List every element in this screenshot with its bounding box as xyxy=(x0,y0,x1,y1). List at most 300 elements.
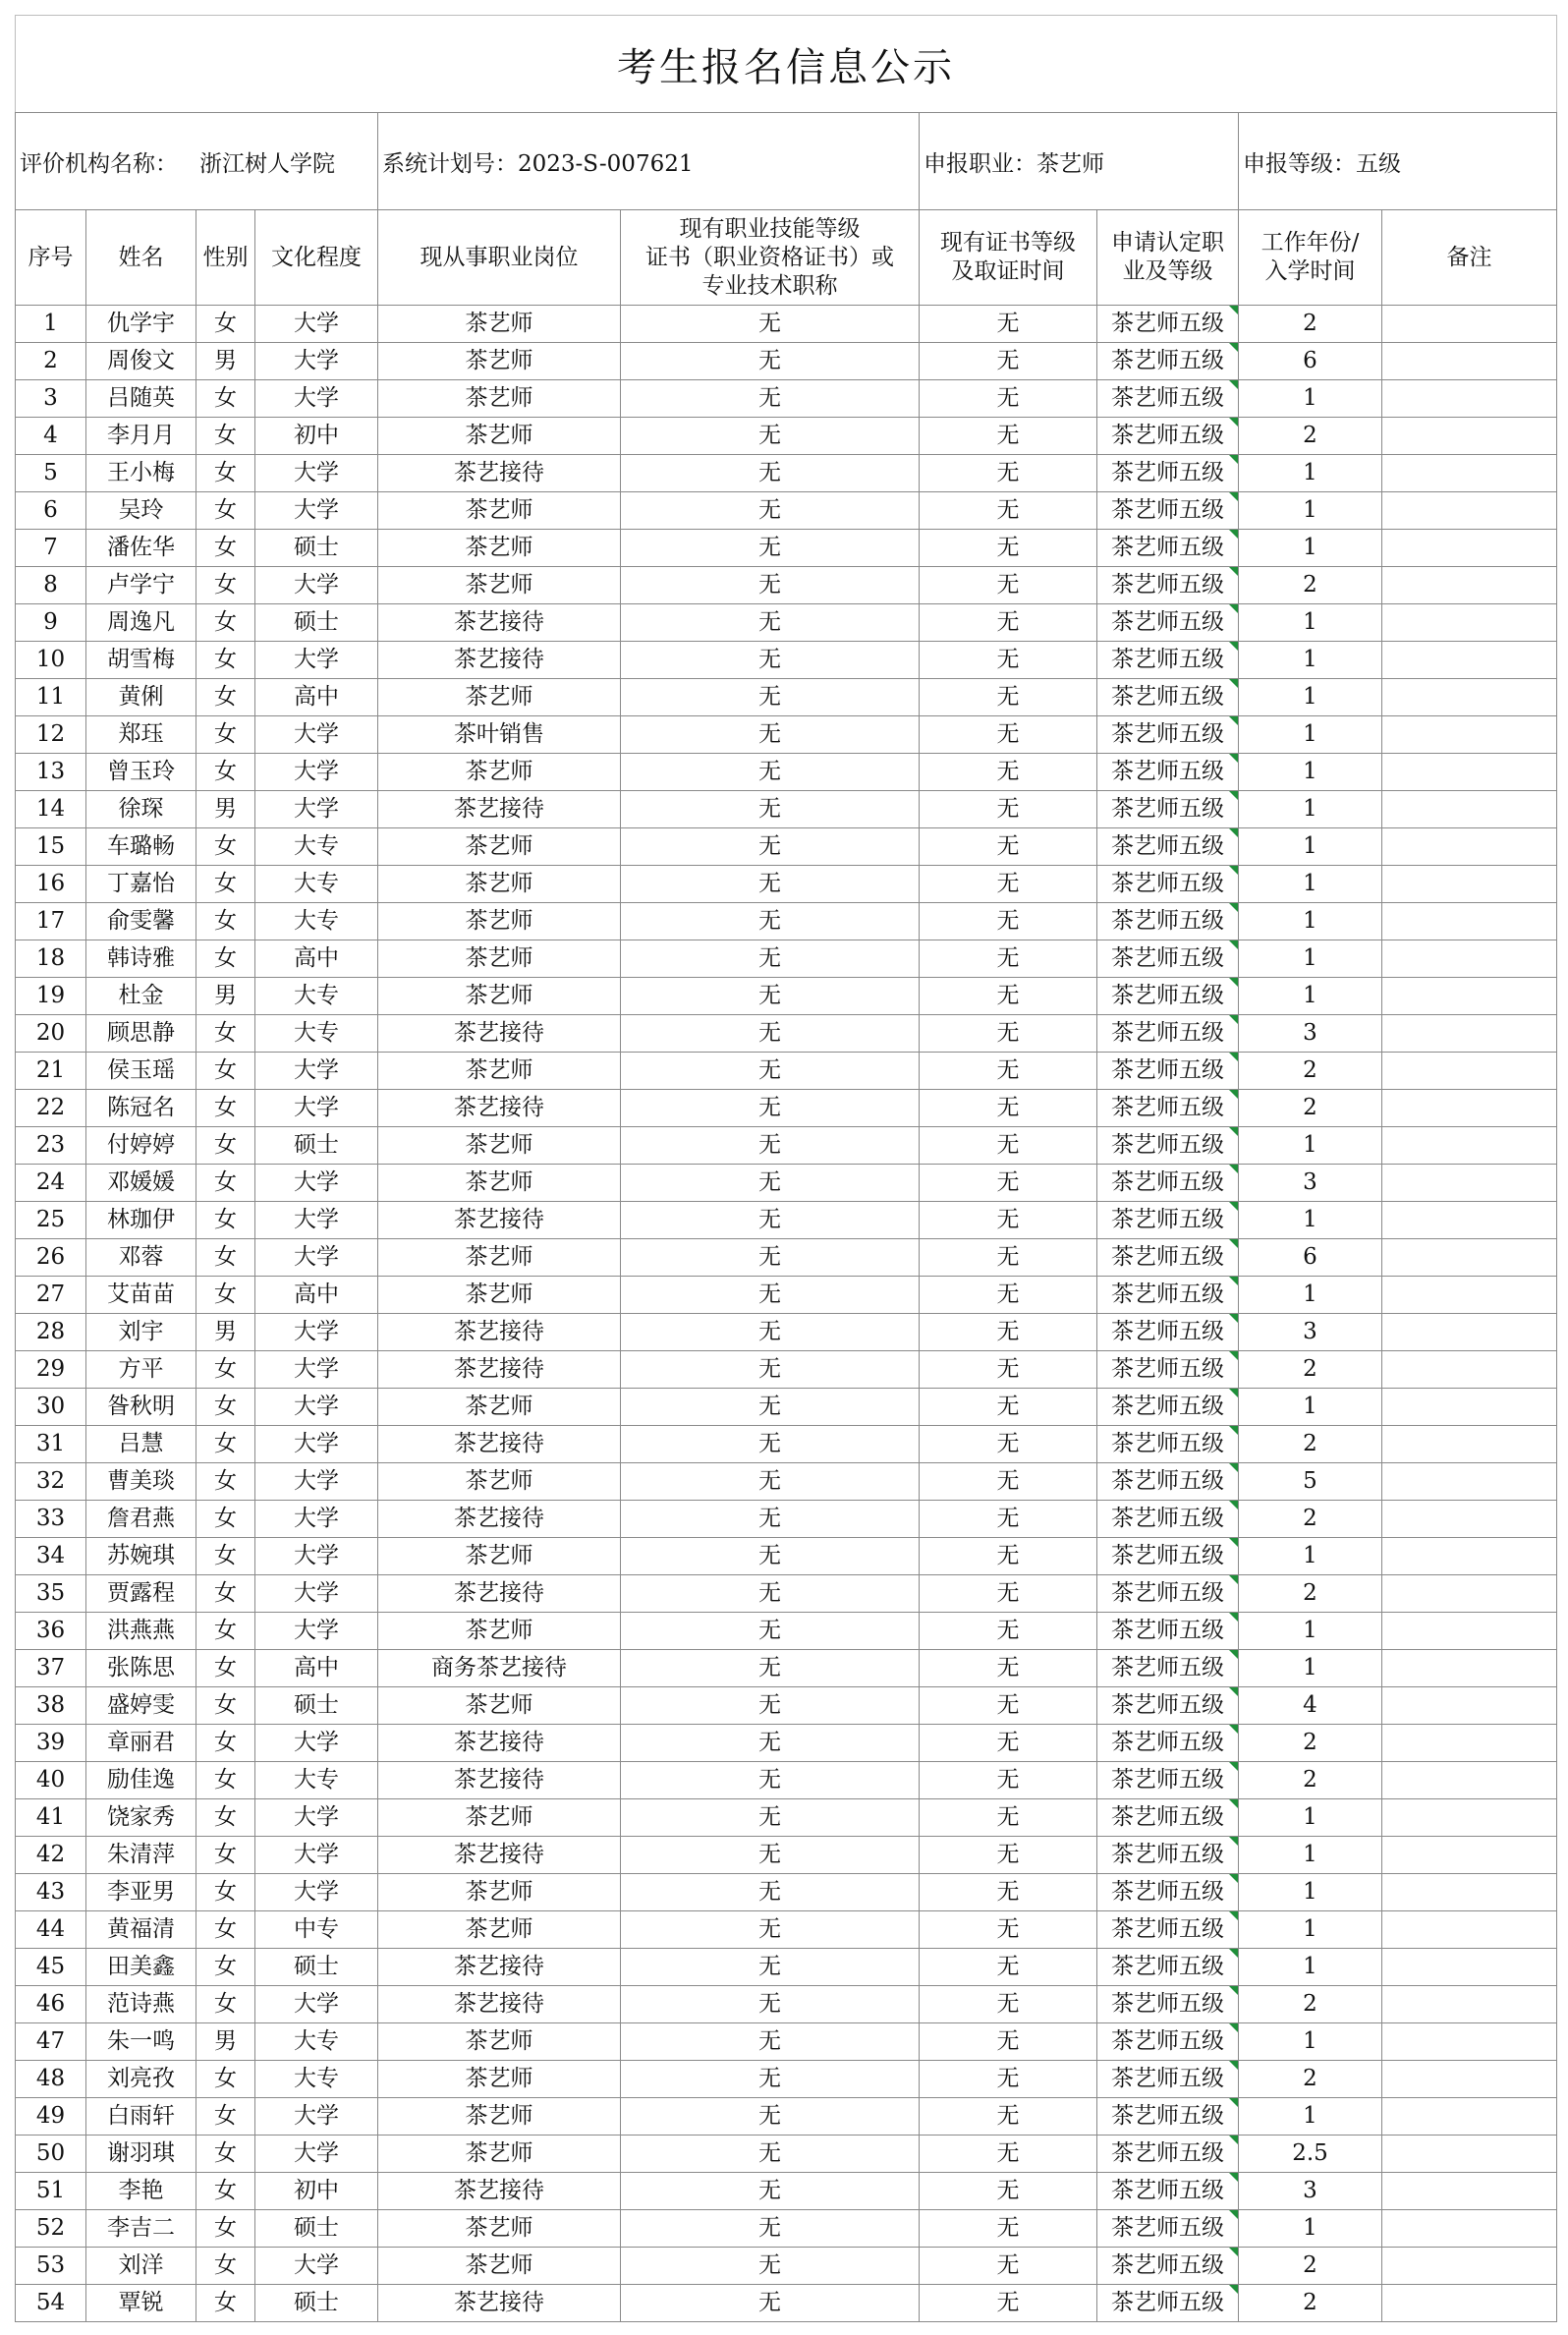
cell-years: 1 xyxy=(1239,716,1382,754)
cell-post: 茶艺师 xyxy=(378,978,621,1015)
cell-remark xyxy=(1382,1799,1557,1837)
cell-post: 茶艺师 xyxy=(378,1463,621,1501)
job-value: 茶艺师 xyxy=(1036,150,1104,177)
cell-name: 刘宇 xyxy=(86,1314,196,1351)
cell-remark xyxy=(1382,978,1557,1015)
cell-level: 茶艺师五级 xyxy=(1097,604,1239,642)
cell-years: 1 xyxy=(1239,1613,1382,1650)
cell-education: 大学 xyxy=(255,716,378,754)
cell-name: 李亚男 xyxy=(86,1874,196,1911)
job-label: 申报职业： xyxy=(924,150,1036,177)
table-row xyxy=(16,642,1557,679)
cell-level: 茶艺师五级 xyxy=(1097,1650,1239,1687)
cell-cert-time: 无 xyxy=(920,1538,1097,1575)
cell-years: 2 xyxy=(1239,2248,1382,2285)
cell-years: 1 xyxy=(1239,455,1382,492)
cell-post: 茶艺接待 xyxy=(378,1501,621,1538)
cell-remark xyxy=(1382,1874,1557,1911)
cell-gender: 女 xyxy=(196,903,255,940)
cell-level: 茶艺师五级 xyxy=(1097,1015,1239,1053)
cell-name: 车璐畅 xyxy=(86,828,196,866)
cell-years: 3 xyxy=(1239,1015,1382,1053)
cell-remark xyxy=(1382,2098,1557,2136)
header-seq: 序号 xyxy=(16,210,86,306)
cell-post: 茶艺接待 xyxy=(378,1202,621,1239)
cell-name: 韩诗雅 xyxy=(86,940,196,978)
header-row xyxy=(16,210,1557,306)
cell-cert: 无 xyxy=(621,1501,920,1538)
table-row xyxy=(16,828,1557,866)
cell-remark xyxy=(1382,530,1557,567)
cell-cert-time: 无 xyxy=(920,1015,1097,1053)
cell-education: 大学 xyxy=(255,1426,378,1463)
cell-seq: 43 xyxy=(16,1874,86,1911)
cell-level: 茶艺师五级 xyxy=(1097,791,1239,828)
cell-education: 硕士 xyxy=(255,1949,378,1986)
cell-education: 大学 xyxy=(255,567,378,604)
cell-name: 白雨轩 xyxy=(86,2098,196,2136)
cell-name: 刘洋 xyxy=(86,2248,196,2285)
cell-years: 2 xyxy=(1239,1351,1382,1389)
cell-remark xyxy=(1382,492,1557,530)
cell-seq: 35 xyxy=(16,1575,86,1613)
cell-level: 茶艺师五级 xyxy=(1097,1277,1239,1314)
cell-years: 1 xyxy=(1239,1277,1382,1314)
cell-seq: 6 xyxy=(16,492,86,530)
cell-cert: 无 xyxy=(621,530,920,567)
cell-seq: 23 xyxy=(16,1127,86,1165)
cell-education: 大专 xyxy=(255,903,378,940)
table-row xyxy=(16,791,1557,828)
cell-level: 茶艺师五级 xyxy=(1097,567,1239,604)
table-row xyxy=(16,1538,1557,1575)
table-row xyxy=(16,567,1557,604)
cell-years: 2 xyxy=(1239,2285,1382,2322)
cell-post: 茶艺师 xyxy=(378,1613,621,1650)
cell-cert: 无 xyxy=(621,1314,920,1351)
cell-level: 茶艺师五级 xyxy=(1097,1090,1239,1127)
cell-level: 茶艺师五级 xyxy=(1097,380,1239,418)
page-title: 考生报名信息公示 xyxy=(16,16,1557,113)
cell-remark xyxy=(1382,866,1557,903)
cell-cert-time: 无 xyxy=(920,2023,1097,2061)
cell-gender: 女 xyxy=(196,1053,255,1090)
table-row xyxy=(16,1613,1557,1650)
cell-name: 邓蓉 xyxy=(86,1239,196,1277)
org-info xyxy=(16,113,378,210)
header-gender: 性别 xyxy=(196,210,255,306)
cell-post: 茶艺师 xyxy=(378,1911,621,1949)
cell-seq: 38 xyxy=(16,1687,86,1725)
cell-years: 1 xyxy=(1239,866,1382,903)
plan-value: 2023-S-007621 xyxy=(518,150,694,177)
cell-years: 2 xyxy=(1239,306,1382,343)
cell-post: 茶艺师 xyxy=(378,1687,621,1725)
cell-cert-time: 无 xyxy=(920,530,1097,567)
cell-cert: 无 xyxy=(621,1837,920,1874)
cell-seq: 30 xyxy=(16,1389,86,1426)
cell-cert: 无 xyxy=(621,1127,920,1165)
cell-gender: 女 xyxy=(196,1538,255,1575)
header-apply-line2: 业及等级 xyxy=(1122,258,1213,284)
cell-cert: 无 xyxy=(621,1165,920,1202)
cell-name: 朱一鸣 xyxy=(86,2023,196,2061)
cell-remark xyxy=(1382,1949,1557,1986)
cell-seq: 12 xyxy=(16,716,86,754)
cell-level: 茶艺师五级 xyxy=(1097,343,1239,380)
cell-cert: 无 xyxy=(621,791,920,828)
cell-name: 侯玉瑶 xyxy=(86,1053,196,1090)
cell-post: 茶艺师 xyxy=(378,492,621,530)
cell-cert: 无 xyxy=(621,1463,920,1501)
cell-cert-time: 无 xyxy=(920,903,1097,940)
cell-gender: 女 xyxy=(196,1911,255,1949)
table-row xyxy=(16,1090,1557,1127)
cell-gender: 女 xyxy=(196,2098,255,2136)
cell-cert-time: 无 xyxy=(920,1725,1097,1762)
table-row xyxy=(16,1202,1557,1239)
cell-years: 1 xyxy=(1239,2210,1382,2248)
cell-education: 高中 xyxy=(255,1650,378,1687)
header-apply-line1: 申请认定职 xyxy=(1111,230,1224,256)
cell-seq: 48 xyxy=(16,2061,86,2098)
header-years-line1: 工作年份/ xyxy=(1260,230,1360,256)
cell-remark xyxy=(1382,791,1557,828)
cell-education: 大学 xyxy=(255,1053,378,1090)
cell-post: 茶艺师 xyxy=(378,903,621,940)
cell-cert: 无 xyxy=(621,1650,920,1687)
cell-cert-time: 无 xyxy=(920,940,1097,978)
cell-cert-time: 无 xyxy=(920,1090,1097,1127)
cell-education: 大学 xyxy=(255,754,378,791)
cell-cert-time: 无 xyxy=(920,2210,1097,2248)
table-row xyxy=(16,604,1557,642)
cell-seq: 4 xyxy=(16,418,86,455)
cell-post: 茶艺接待 xyxy=(378,1725,621,1762)
cell-name: 曾玉玲 xyxy=(86,754,196,791)
cell-name: 励佳逸 xyxy=(86,1762,196,1799)
cell-remark xyxy=(1382,679,1557,716)
cell-education: 大学 xyxy=(255,1165,378,1202)
cell-seq: 47 xyxy=(16,2023,86,2061)
cell-post: 茶艺接待 xyxy=(378,2285,621,2322)
cell-remark xyxy=(1382,903,1557,940)
header-apply xyxy=(1097,210,1239,306)
cell-remark xyxy=(1382,1351,1557,1389)
cell-level: 茶艺师五级 xyxy=(1097,1799,1239,1837)
cell-cert: 无 xyxy=(621,1762,920,1799)
table-row xyxy=(16,2136,1557,2173)
cell-years: 1 xyxy=(1239,903,1382,940)
table-row xyxy=(16,1127,1557,1165)
cell-post: 茶艺师 xyxy=(378,1239,621,1277)
cell-level: 茶艺师五级 xyxy=(1097,2098,1239,2136)
cell-post: 茶艺接待 xyxy=(378,1762,621,1799)
cell-gender: 女 xyxy=(196,1501,255,1538)
cell-level: 茶艺师五级 xyxy=(1097,418,1239,455)
cell-years: 1 xyxy=(1239,828,1382,866)
cell-cert-time: 无 xyxy=(920,1911,1097,1949)
cell-years: 1 xyxy=(1239,1127,1382,1165)
cell-name: 贾露程 xyxy=(86,1575,196,1613)
cell-education: 大学 xyxy=(255,1837,378,1874)
cell-name: 仇学宇 xyxy=(86,306,196,343)
cell-cert: 无 xyxy=(621,2023,920,2061)
cell-post: 茶艺师 xyxy=(378,343,621,380)
cell-remark xyxy=(1382,1725,1557,1762)
cell-post: 茶艺师 xyxy=(378,2210,621,2248)
header-cert-line1: 现有职业技能等级 xyxy=(679,215,861,242)
cell-years: 2 xyxy=(1239,567,1382,604)
cell-education: 硕士 xyxy=(255,530,378,567)
cell-seq: 13 xyxy=(16,754,86,791)
cell-remark xyxy=(1382,2136,1557,2173)
cell-gender: 女 xyxy=(196,1165,255,1202)
cell-years: 1 xyxy=(1239,791,1382,828)
cell-years: 1 xyxy=(1239,679,1382,716)
cell-cert: 无 xyxy=(621,716,920,754)
cell-education: 中专 xyxy=(255,1911,378,1949)
table-row xyxy=(16,306,1557,343)
cell-gender: 女 xyxy=(196,492,255,530)
cell-post: 茶艺接待 xyxy=(378,1986,621,2023)
cell-cert-time: 无 xyxy=(920,1389,1097,1426)
cell-cert: 无 xyxy=(621,2098,920,2136)
cell-cert-time: 无 xyxy=(920,1239,1097,1277)
cell-years: 1 xyxy=(1239,1389,1382,1426)
cell-level: 茶艺师五级 xyxy=(1097,1389,1239,1426)
cell-cert-time: 无 xyxy=(920,343,1097,380)
cell-post: 茶艺师 xyxy=(378,828,621,866)
cell-education: 大专 xyxy=(255,828,378,866)
cell-remark xyxy=(1382,642,1557,679)
cell-years: 6 xyxy=(1239,343,1382,380)
cell-cert-time: 无 xyxy=(920,1949,1097,1986)
cell-cert: 无 xyxy=(621,1053,920,1090)
cell-gender: 女 xyxy=(196,642,255,679)
cell-remark xyxy=(1382,1426,1557,1463)
cell-seq: 5 xyxy=(16,455,86,492)
cell-cert-time: 无 xyxy=(920,1426,1097,1463)
cell-gender: 女 xyxy=(196,940,255,978)
header-remark: 备注 xyxy=(1382,210,1557,306)
cell-name: 方平 xyxy=(86,1351,196,1389)
cell-level: 茶艺师五级 xyxy=(1097,1127,1239,1165)
cell-seq: 15 xyxy=(16,828,86,866)
cell-years: 1 xyxy=(1239,1538,1382,1575)
cell-seq: 50 xyxy=(16,2136,86,2173)
cell-cert-time: 无 xyxy=(920,1202,1097,1239)
cell-seq: 1 xyxy=(16,306,86,343)
cell-cert-time: 无 xyxy=(920,1314,1097,1351)
cell-years: 1 xyxy=(1239,380,1382,418)
header-name: 姓名 xyxy=(86,210,196,306)
cell-cert: 无 xyxy=(621,492,920,530)
table-row xyxy=(16,1650,1557,1687)
cell-education: 大学 xyxy=(255,1389,378,1426)
cell-years: 1 xyxy=(1239,940,1382,978)
cell-level: 茶艺师五级 xyxy=(1097,642,1239,679)
cell-education: 硕士 xyxy=(255,2285,378,2322)
cell-post: 茶艺接待 xyxy=(378,1314,621,1351)
cell-gender: 女 xyxy=(196,530,255,567)
cell-level: 茶艺师五级 xyxy=(1097,530,1239,567)
cell-seq: 32 xyxy=(16,1463,86,1501)
cell-level: 茶艺师五级 xyxy=(1097,1314,1239,1351)
cell-level: 茶艺师五级 xyxy=(1097,2023,1239,2061)
cell-cert-time: 无 xyxy=(920,866,1097,903)
cell-post: 茶艺师 xyxy=(378,679,621,716)
header-cert-time xyxy=(920,210,1097,306)
cell-name: 吴玲 xyxy=(86,492,196,530)
cell-seq: 29 xyxy=(16,1351,86,1389)
cell-seq: 25 xyxy=(16,1202,86,1239)
cell-post: 茶艺接待 xyxy=(378,1426,621,1463)
cell-level: 茶艺师五级 xyxy=(1097,1351,1239,1389)
cell-name: 覃锐 xyxy=(86,2285,196,2322)
cell-gender: 女 xyxy=(196,604,255,642)
cell-post: 茶叶销售 xyxy=(378,716,621,754)
cell-seq: 39 xyxy=(16,1725,86,1762)
cell-level: 茶艺师五级 xyxy=(1097,2210,1239,2248)
cell-years: 1 xyxy=(1239,492,1382,530)
cell-post: 茶艺师 xyxy=(378,567,621,604)
cell-seq: 46 xyxy=(16,1986,86,2023)
cell-cert-time: 无 xyxy=(920,1799,1097,1837)
cell-post: 茶艺接待 xyxy=(378,604,621,642)
cell-gender: 女 xyxy=(196,1090,255,1127)
plan-label: 系统计划号： xyxy=(382,150,518,177)
cell-seq: 53 xyxy=(16,2248,86,2285)
table-row xyxy=(16,1277,1557,1314)
cell-post: 茶艺接待 xyxy=(378,791,621,828)
cell-education: 大学 xyxy=(255,1463,378,1501)
cell-years: 2 xyxy=(1239,1426,1382,1463)
cell-gender: 女 xyxy=(196,2061,255,2098)
cell-years: 1 xyxy=(1239,1911,1382,1949)
cell-post: 茶艺接待 xyxy=(378,1837,621,1874)
cell-years: 1 xyxy=(1239,530,1382,567)
cell-remark xyxy=(1382,828,1557,866)
cell-name: 俞雯馨 xyxy=(86,903,196,940)
cell-remark xyxy=(1382,604,1557,642)
cell-cert: 无 xyxy=(621,1426,920,1463)
cell-cert-time: 无 xyxy=(920,716,1097,754)
table-row xyxy=(16,940,1557,978)
cell-years: 2 xyxy=(1239,1762,1382,1799)
cell-cert: 无 xyxy=(621,1351,920,1389)
cell-remark xyxy=(1382,1463,1557,1501)
cell-gender: 女 xyxy=(196,1762,255,1799)
cell-gender: 女 xyxy=(196,1799,255,1837)
header-cert-line3: 专业技术职称 xyxy=(701,272,838,299)
cell-seq: 22 xyxy=(16,1090,86,1127)
cell-years: 3 xyxy=(1239,1165,1382,1202)
cell-level: 茶艺师五级 xyxy=(1097,1911,1239,1949)
cell-cert-time: 无 xyxy=(920,1351,1097,1389)
cell-cert: 无 xyxy=(621,679,920,716)
cell-seq: 14 xyxy=(16,791,86,828)
cell-post: 茶艺接待 xyxy=(378,1351,621,1389)
table-row xyxy=(16,679,1557,716)
cell-gender: 女 xyxy=(196,1986,255,2023)
cell-name: 杜金 xyxy=(86,978,196,1015)
table-row xyxy=(16,1986,1557,2023)
grade-value: 五级 xyxy=(1356,150,1401,177)
cell-remark xyxy=(1382,1277,1557,1314)
cell-post: 茶艺师 xyxy=(378,418,621,455)
cell-remark xyxy=(1382,1127,1557,1165)
table-row xyxy=(16,455,1557,492)
cell-gender: 男 xyxy=(196,978,255,1015)
cell-remark xyxy=(1382,2285,1557,2322)
cell-seq: 21 xyxy=(16,1053,86,1090)
cell-gender: 女 xyxy=(196,2285,255,2322)
cell-cert: 无 xyxy=(621,978,920,1015)
cell-level: 茶艺师五级 xyxy=(1097,1501,1239,1538)
cell-cert-time: 无 xyxy=(920,306,1097,343)
cell-post: 茶艺师 xyxy=(378,2248,621,2285)
cell-cert-time: 无 xyxy=(920,2285,1097,2322)
cell-cert: 无 xyxy=(621,1799,920,1837)
cell-level: 茶艺师五级 xyxy=(1097,1613,1239,1650)
cell-level: 茶艺师五级 xyxy=(1097,754,1239,791)
cell-post: 茶艺师 xyxy=(378,866,621,903)
cell-education: 大学 xyxy=(255,2248,378,2285)
cell-cert: 无 xyxy=(621,567,920,604)
cell-level: 茶艺师五级 xyxy=(1097,1165,1239,1202)
cell-education: 大学 xyxy=(255,1725,378,1762)
cell-cert: 无 xyxy=(621,1687,920,1725)
cell-gender: 女 xyxy=(196,455,255,492)
cell-name: 张陈思 xyxy=(86,1650,196,1687)
cell-post: 茶艺师 xyxy=(378,306,621,343)
header-post: 现从事职业岗位 xyxy=(378,210,621,306)
cell-gender: 女 xyxy=(196,380,255,418)
cell-level: 茶艺师五级 xyxy=(1097,2136,1239,2173)
cell-seq: 26 xyxy=(16,1239,86,1277)
cell-remark xyxy=(1382,1650,1557,1687)
cell-education: 大专 xyxy=(255,2061,378,2098)
cell-seq: 20 xyxy=(16,1015,86,1053)
cell-education: 硕士 xyxy=(255,604,378,642)
cell-seq: 51 xyxy=(16,2173,86,2210)
cell-name: 刘亮孜 xyxy=(86,2061,196,2098)
cell-post: 茶艺师 xyxy=(378,1538,621,1575)
cell-education: 硕士 xyxy=(255,1127,378,1165)
cell-level: 茶艺师五级 xyxy=(1097,1762,1239,1799)
cell-seq: 34 xyxy=(16,1538,86,1575)
cell-gender: 男 xyxy=(196,343,255,380)
table-row xyxy=(16,418,1557,455)
cell-education: 大专 xyxy=(255,866,378,903)
cell-cert: 无 xyxy=(621,455,920,492)
cell-seq: 8 xyxy=(16,567,86,604)
cell-education: 大学 xyxy=(255,1314,378,1351)
cell-remark xyxy=(1382,1389,1557,1426)
cell-gender: 女 xyxy=(196,567,255,604)
table-row xyxy=(16,1799,1557,1837)
cell-gender: 男 xyxy=(196,1314,255,1351)
cell-name: 曹美琰 xyxy=(86,1463,196,1501)
table-row xyxy=(16,1762,1557,1799)
cell-years: 1 xyxy=(1239,1799,1382,1837)
cell-post: 茶艺师 xyxy=(378,380,621,418)
table-row xyxy=(16,1426,1557,1463)
cell-gender: 女 xyxy=(196,1202,255,1239)
cell-gender: 男 xyxy=(196,2023,255,2061)
cell-education: 高中 xyxy=(255,679,378,716)
